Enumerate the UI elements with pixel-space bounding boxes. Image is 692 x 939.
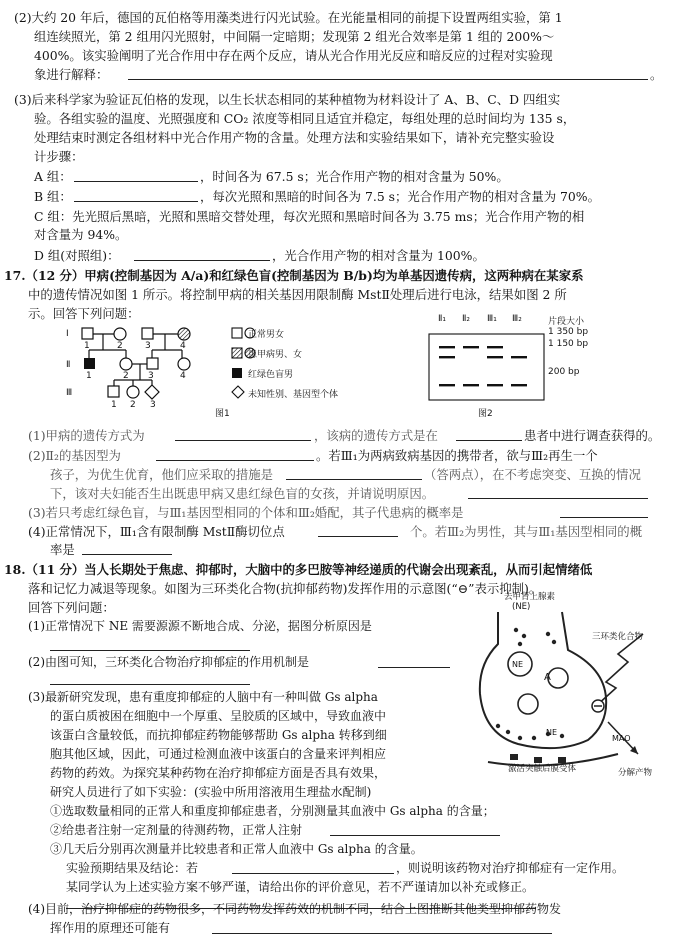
product-label: 分解产物 — [618, 768, 653, 778]
mao-label: MAO — [612, 734, 631, 743]
electrophoresis-gel — [428, 324, 548, 402]
pedigree-lines — [89, 334, 182, 386]
answer-blank-18-4[interactable] — [212, 921, 552, 934]
gen-label-1: Ⅰ — [66, 329, 69, 339]
answer-blank-18-2a[interactable] — [378, 655, 450, 668]
synapse-diagram — [458, 604, 688, 784]
colorblind-male-symbol — [84, 358, 95, 369]
answer-blank-17-3[interactable] — [560, 505, 648, 518]
exam-page: (2)大约 20 年后，德国的瓦伯格等用藻类进行闪光试验。在光能量相同的前提下设置两组实验，第 1 组连续照光，第 2 组用闪光照射，中间隔一定暗期；发现第 2 组光合效率是第 1 组的 200%～ 400%。该实验阐明了光合作用中存在两个反应，请从光合作用光反应和暗反应的过程对实验现 象进行解释： 。 (3)后来科学家为验证瓦伯格的发现，以生长状态相同的某种植物为材料设计了 A、B、C、D 四组实 验。各组实验的温度、光照强度和 CO₂ 浓度等相同且适宜并稳定，每组处理的总时间均为 135 s， 处理结束时测定各组材料中光合作用产物的含量。处理方法和实验结果如下，请补充完整实验设 计步骤： A 组： ，时间各为 67.5 s；光合作用产物的相对含量为 50%。 B 组： ，每次光照和黑暗的时间各为 7.5 s；光合作用产物的相对含量为 70%。 C 组：先光照后黑暗，光照和黑暗交替处理，每次光照和黑暗时间各为 3.75 ms；光合作用产物的相 对含量为 94%。 D 组(对照组)： ，光合作用产物的相对含量为 100%。 17.（12 分）甲病(控制基因为 A/a)和红绿色盲(控制基因为 B/b)均为单基因遗传病，这两种病在某家系 中的遗传情况如图 1 所示。将控制甲病的相关基因用限制酶 MstⅡ处理后进行电泳，结果如图 2 所 示。回答下列问题： Ⅰ Ⅱ Ⅲ 1 2 3 4 1 2 3 4 1 2 3 正常男女 患甲病男、女 红绿色盲男 未知性别、基因型个体 图1 Ⅱ₁ Ⅱ₂ Ⅲ₁ Ⅲ₂ 片段大小 1 350 bp 1 150 bp 200 bp 图2 (1)甲病的遗传方式为 ，该病的遗传方式是在 患者中进行调查获得的。 (2)Ⅱ₂的基因型为 。若Ⅲ₁为两病致病基因的携带者，欲与Ⅲ₂再生一个 孩子，为优生优育，他们应采取的措施是 （答两点），在不考虑突变、互换的情况 下，该对夫妇能否生出既患甲病又患红绿色盲的女孩，并请说明原因。 (3)若只考虑红绿色盲，与Ⅲ₁基因型相同的个体和Ⅲ₂婚配，其子代患病的概率是 (4)正常情况下，Ⅲ₁含有限制酶 MstⅡ酶切位点 个。若Ⅲ₂为男性，其与Ⅲ₁基因型相同的概 率是 18.（11 分）当人长期处于焦虑、抑郁时，大脑中的多巴胺等神经递质的代谢会出现紊乱，从而引起情绪低 落和记忆力减退等现象。如图为三环类化合物(抗抑郁药物)发挥作用的示意图(“⊖”表示抑制)。 回答下列问题： (1)正常情况下 NE 需要源源不断地合成、分泌，据图分析原因是 (2)由图可知，三环类化合物治疗抑郁症的作用机制是 (3)最新研究发现，患有重度抑郁症的人脑中有一种叫做 Gs alpha 的蛋白质被困在细胞中一个厚重、呈胶质的区域中，导致血液中 该蛋白含量较低，而抗抑郁症药物能够帮助 Gs alpha 转移到细 胞其他区域，因此，可通过检测血液中该蛋白的含量来评判相应 药物的药效。为探究某种药物在治疗抑郁症方面是否具有效果， 研究人员进行了如下实验：(实验中所用溶液用生理盐水配制) ①选取数量相同的正常人和重度抑郁症患者，分别测量其血液中 Gs alpha 的含量； ②给患者注射一定剂量的待测药物，正常人注射 ③几天后分别再次测量并比较患者和正常人血液中 Gs alpha 的含量。 实验预期结果及结论：若 ，则说明该药物对治疗抑郁症有一定作用。 某同学认为上述实验方案不够严谨，请给出你的评价意见，若不严谨请加以补充或修正。 (4)目前，治疗抑郁症的药物很多，不同药物发挥药效的机制不同，结合上图推断其他类型抑郁药物发 挥作用的原理还可能有 去甲肾上腺素 (NE) 三环类化合物 A NE NE MAO 激活突触后膜受体 分解产物 — [0, 0, 692, 939]
legend-male-icon — [232, 328, 242, 338]
legend-text-unknown: 未知性别、基因型个体 — [248, 390, 339, 400]
unknown-diamond-symbol — [145, 385, 159, 399]
answer-blank-17-2b[interactable] — [286, 467, 422, 480]
gen-label-2: Ⅱ — [66, 360, 71, 370]
region-a-label: A — [544, 672, 551, 683]
answer-blank-17-4a[interactable] — [318, 524, 398, 537]
answer-blank-17-1a[interactable] — [175, 428, 311, 441]
legend-text-colorblind: 红绿色盲男 — [248, 370, 294, 380]
figure-1-caption: 图1 — [215, 409, 230, 419]
normal-female-symbol — [127, 386, 139, 398]
answer-blank-17-4b[interactable] — [82, 542, 172, 555]
gen-label-3: Ⅲ — [66, 388, 73, 398]
legend-diamond-icon — [232, 386, 244, 398]
answer-blank-17-1b[interactable] — [456, 428, 522, 441]
answer-blank-17-2a[interactable] — [156, 448, 314, 461]
vesicle — [518, 694, 538, 714]
legend-colorblind-icon — [232, 368, 242, 378]
legend-text-normal: 正常男女 — [248, 330, 285, 340]
normal-female-symbol — [114, 328, 126, 340]
unknown-male-symbol — [108, 386, 119, 397]
fragment-size-header: 片段大小 — [548, 317, 585, 327]
normal-female-symbol — [120, 358, 132, 370]
receptor-label: 激活突触后膜受体 — [508, 764, 577, 774]
legend-text-affected: 患甲病男、女 — [248, 350, 303, 360]
legend-affected-male-icon — [232, 348, 242, 358]
normal-male-symbol — [82, 328, 93, 339]
drug-label: 三环类化合物 — [592, 632, 644, 642]
answer-blank-group-a[interactable] — [74, 169, 198, 182]
answer-blank-18-2b[interactable] — [50, 672, 250, 685]
answer-blank-18-3b[interactable] — [232, 861, 394, 874]
answer-blank-18-3a[interactable] — [330, 823, 500, 836]
answer-blank-group-b[interactable] — [74, 189, 198, 202]
normal-male-symbol — [147, 358, 158, 369]
normal-male-symbol — [142, 328, 153, 339]
normal-female-symbol — [178, 358, 190, 370]
figure-2-caption: 图2 — [478, 409, 493, 419]
answer-blank-q16-2[interactable] — [128, 67, 648, 80]
affected-female-symbol — [178, 328, 190, 340]
ne-title: 去甲肾上腺素 — [504, 592, 556, 602]
answer-blank-group-d[interactable] — [134, 248, 270, 261]
answer-blank-18-1[interactable] — [50, 638, 250, 651]
vesicle — [548, 668, 568, 688]
answer-blank-17-2c[interactable] — [468, 486, 648, 499]
